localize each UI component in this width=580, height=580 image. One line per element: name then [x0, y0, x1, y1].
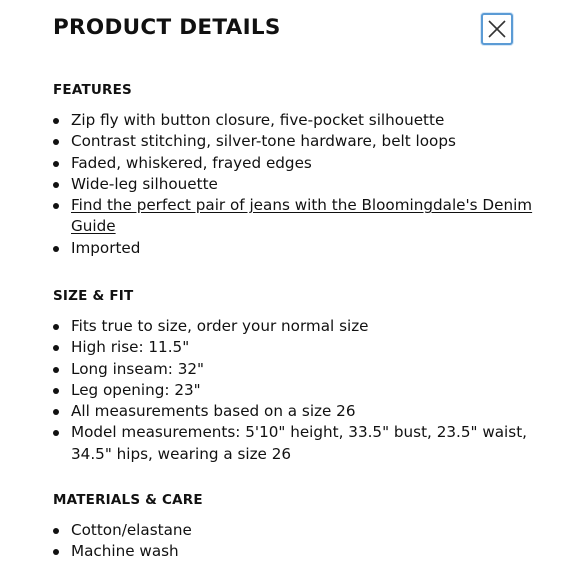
list-item [53, 316, 553, 337]
size-fit-heading: SIZE & FIT [53, 288, 134, 304]
list-item-text: Wide-leg silhouette [71, 174, 218, 193]
list-item-text: Model measurements: 5'10" height, 33.5" bust, 23.5" waist, 34.5" hips, wearing a size 26 [71, 423, 527, 463]
list-item-text: Cotton/elastane [71, 521, 192, 539]
list-item [53, 174, 553, 195]
bullet-icon [53, 139, 59, 145]
list-item [53, 422, 553, 465]
list-item [53, 541, 553, 562]
bullet-icon [53, 430, 59, 436]
close-icon [487, 19, 507, 39]
list-item-text: Contrast stitching, silver-tone hardware, belt loops [71, 132, 456, 151]
list-item [53, 337, 553, 358]
list-item [53, 110, 553, 131]
list-item-text: Imported [71, 238, 141, 257]
bullet-icon [53, 549, 59, 555]
bullet-icon [53, 246, 59, 252]
list-item-text: Machine wash [71, 542, 179, 561]
materials-care-section [53, 491, 553, 563]
page-title: PRODUCT DETAILS [53, 15, 281, 40]
list-item-text: Long inseam: 32" [71, 359, 205, 378]
list-item-text: High rise: 11.5" [71, 338, 190, 357]
bullet-icon [53, 118, 59, 124]
size-fit-list [53, 316, 553, 465]
list-item-text: All measurements based on a size 26 [71, 402, 356, 421]
bullet-icon [53, 388, 59, 394]
bullet-icon [53, 203, 59, 209]
list-item-text: Zip fly with button closure, five-pocket silhouette [71, 111, 445, 129]
list-item [53, 131, 553, 152]
bullet-icon [53, 345, 59, 351]
list-item-text: Faded, whiskered, frayed edges [71, 153, 312, 172]
features-section [53, 81, 553, 259]
materials-care-list [53, 520, 553, 563]
list-item [53, 238, 553, 259]
list-item-text: Leg opening: 23" [71, 380, 201, 399]
materials-care-heading: MATERIALS & CARE [53, 492, 203, 508]
bullet-icon [53, 324, 59, 330]
bullet-icon [53, 182, 59, 188]
bullet-icon [53, 409, 59, 415]
list-item-text: Fits true to size, order your normal size [71, 317, 369, 335]
bullet-icon [53, 528, 59, 534]
list-item [53, 195, 553, 238]
close-button[interactable] [481, 13, 513, 45]
list-item [53, 359, 553, 380]
denim-guide-link[interactable]: Find the perfect pair of jeans with the Bloomingdale's Denim Guide [71, 196, 533, 236]
features-list [53, 110, 553, 259]
bullet-icon [53, 161, 59, 167]
list-item [53, 380, 553, 401]
list-item [53, 401, 553, 422]
size-fit-section [53, 287, 553, 465]
list-item [53, 520, 553, 541]
list-item [53, 153, 553, 174]
bullet-icon [53, 367, 59, 373]
features-heading: FEATURES [53, 82, 132, 98]
